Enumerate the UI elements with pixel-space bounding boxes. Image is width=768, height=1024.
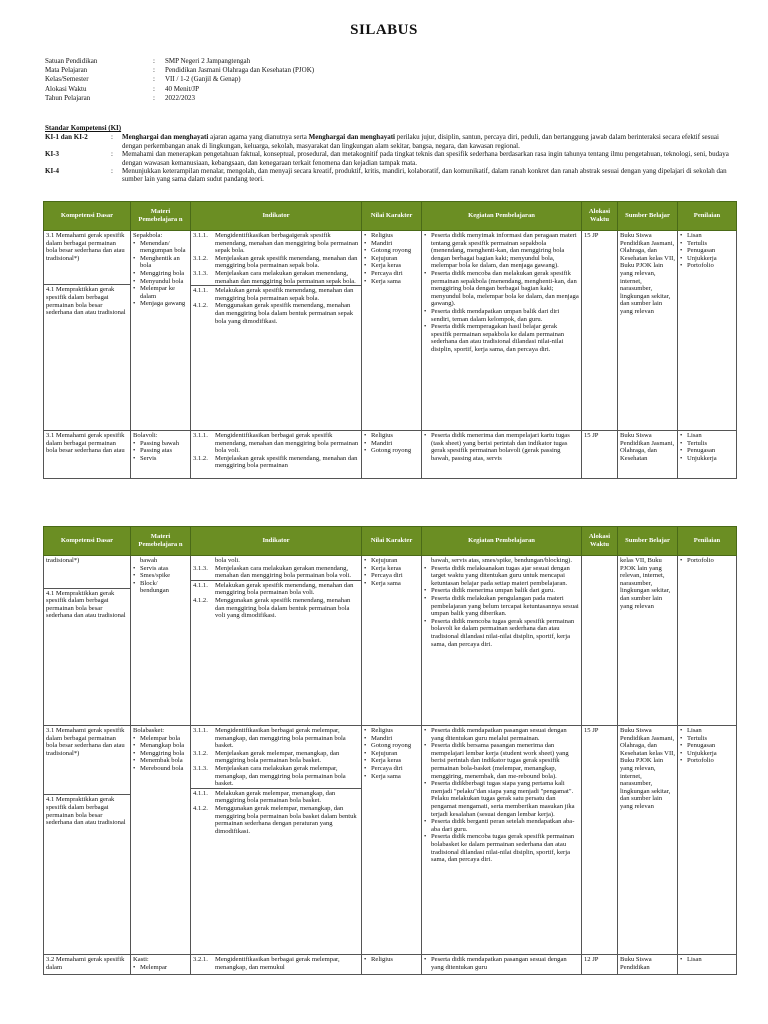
cell-penilaian: [678, 726, 737, 955]
cell-materi: [131, 955, 191, 975]
cell-nilai: [362, 955, 422, 975]
indikator-item: 3.1.1. Mengidentifikasikan berbagai gerak melempar, menangkap, dan menggiring bola permainan bola basket.: [193, 727, 346, 750]
header-penilaian: Penilaian: [678, 202, 737, 231]
list-item: • Gotong royong: [364, 447, 419, 455]
materi-list: [133, 565, 188, 595]
indikator-item: 4.1.1. Melakukan gerak spesifik menendang, menahan dan menggiring bola permainan sepak bola.: [193, 287, 354, 302]
kegiatan-list: [424, 565, 579, 649]
info-key: Satuan Pendidikan: [45, 57, 98, 65]
kegiatan-text: bawah, servis atas, smes/spike, bendungan/blocking).: [431, 557, 573, 564]
sk-heading: Standar Kompetensi (KI): [45, 124, 122, 132]
list-item: • Religius: [364, 727, 419, 735]
cell-nilai: [362, 431, 422, 479]
table-row: [44, 955, 737, 975]
list-item: • Religius: [364, 432, 419, 440]
cell-alokasi: 15 JP: [582, 726, 618, 955]
cell-sumber: Buku Siswa Pendidikan: [618, 955, 678, 975]
list-item: • Lisan: [680, 432, 734, 440]
cell-sumber: Buku Siswa Pendidikan Jasmani, Olahraga, dan Kesehatan kelas VII, Buku PJOK lain yang relevan, internet, narasumber, lingkungan sekitar, dan sumber lain yang relevan: [618, 231, 678, 431]
list-item: • Portofolio: [680, 757, 734, 765]
nilai-list: [364, 432, 419, 455]
indikator-item: 3.1.2. Menjelaskan gerak spesifik menendang, menahan dan menggiring bola permainan: [193, 454, 358, 470]
list-item: • Kejujuran: [364, 557, 419, 565]
materi-title: Bolavoli:: [133, 432, 158, 439]
cell-materi: [131, 726, 191, 955]
header-alokasi: Alokasi Waktu: [582, 527, 618, 556]
header-kd: Kompetensi Dasar: [44, 527, 131, 556]
cell-sumber: Buku Siswa Pendidikan Jasmani, Olahraga, dan Kesehatan: [618, 431, 678, 479]
list-item: • Menggiring bola: [133, 270, 188, 278]
cell-kegiatan: [422, 955, 582, 975]
sk-value: Menghargai dan menghayati ajaran agama yang dianutnya serta Menghargai dan menghayati perilaku jujur, disiplin, santun, percaya diri, peduli, dan bertanggung jawab dalam berinteraksi secara efektif sesuai dengan perkembangan anak di lingkungan, keluarga, sekolah, masyarakat dan lingkungan alam sekitar, bangsa, negara, dan kawasan regional.: [122, 133, 719, 150]
cell-indikator: [191, 955, 362, 975]
list-item: • Passing bawah: [133, 440, 188, 448]
list-item: • Menendan/ mengumpan bola: [133, 240, 188, 255]
cell-indikator: [191, 431, 362, 479]
list-item: • Melempar: [133, 964, 188, 972]
sk-key: KI-4: [45, 167, 59, 176]
info-key: Tahun Pelajaran: [45, 93, 91, 102]
cell-nilai: [362, 556, 422, 726]
cell-nilai: [362, 231, 422, 431]
list-item: • Percaya diri: [364, 270, 419, 278]
info-key: Alokasi Waktu: [45, 84, 87, 93]
list-item: • Kerja sama: [364, 580, 419, 588]
cell-penilaian: [678, 431, 737, 479]
list-item: • Block/ bendungan: [133, 580, 188, 595]
list-item: • Unjukkerja: [680, 255, 734, 263]
info-value: Pendidikan Jasmani Olahraga dan Kesehatan (PJOK): [165, 66, 315, 75]
sk-row: KI-3 : Memahami dan menerapkan pengetahuan faktual, konseptual, prosedural, dan metakognitif pada tingkat teknis dan spesifik sederhana berdasarkan rasa ingin tahunya tentang ilmu pengetahuan, teknologi, seni, budaya dengan wawasan kemanusiaan, kebangsaan, dan kenegaraan terkait fenomena dan kejadian tampak mata.: [45, 150, 735, 167]
header-penilaian: Penilaian: [678, 527, 737, 556]
cell-indikator: [191, 726, 362, 955]
list-item: • Kerja keras: [364, 757, 419, 765]
list-item: • Peserta didik mendapatkan pasangan sesuai dengan yang ditentukan guru melalui permainan.: [424, 727, 579, 742]
table-row: [44, 431, 737, 479]
list-item: • Penugasan: [680, 247, 734, 255]
indikator-item: 3.1.3. Menjelaskan cara melakukan gerakan menendang, menahan dan menggiring bola permainan bola voli.: [193, 564, 352, 580]
materi-list: [133, 440, 188, 463]
header-sumber: Sumber Belajar: [618, 527, 678, 556]
list-item: • Peserta didik menerima umpan balik dari guru.: [424, 587, 579, 595]
cell-kegiatan: [422, 431, 582, 479]
header-alokasi: Alokasi Waktu: [582, 202, 618, 231]
list-item: • Lisan: [680, 727, 734, 735]
cell-indikator: [191, 556, 362, 726]
kd-text: tradisional*): [46, 557, 80, 564]
list-item: • Kerja keras: [364, 262, 419, 270]
nilai-list: [364, 232, 419, 285]
cell-sumber: Buku Siswa Pendidikan Jasmani, Olahraga, dan Kesehatan kelas VII, Buku PJOK lain yang relevan, internet, narasumber, lingkungan sekitar, dan sumber lain yang relevan: [618, 726, 678, 955]
cell-sumber: kelas VII, Buku PJOK lain yang relevan, internet, narasumber, lingkungan sekitar, dan sumber lain yang relevan: [618, 556, 678, 726]
sk-value: Menunjukkan keterampilan menalar, mengolah, dan menyaji secara kreatif, produktif, kritis, mandiri, kolaboratif, dan komunikatif, dalam ranah konkret dan ranah abstrak sesuai dengan yang dipelajari di sekolah dan sumber lain yang sama dalam sudut pandang teori.: [122, 167, 727, 184]
table-header: [44, 202, 737, 231]
list-item: • Menyundul bola: [133, 278, 188, 286]
page-2: [0, 500, 768, 1024]
list-item: • Kerja keras: [364, 565, 419, 573]
kd-text: 4.1 Mempraktikkan gerak spesifik dalam berbagai permainan bola besar sederhana dan atau tradisional: [44, 794, 130, 826]
list-item: • Servis atas: [133, 565, 188, 573]
cell-kd: [44, 231, 131, 431]
indikator-item: 4.1.1. Melakukan gerak spesifik menendang, menahan dan menggiring bola permainan bola voli.: [193, 581, 354, 597]
list-item: • Kerja sama: [364, 773, 419, 781]
list-item: • Percaya diri: [364, 572, 419, 580]
info-value: 40 Menit/JP: [165, 84, 200, 93]
indikator-item: 3.1.2. Menjelaskan gerak melempar, menangkap, dan menggiring bola permainan bola basket.: [193, 749, 340, 765]
list-item: • Peserta didik berganti peran setelah mendapatkan aba-aba dari guru.: [424, 818, 579, 833]
kd-text: 4.1 Mempraktikkan gerak spesifik dalam berbagai permainan bola besar sederhana dan atau tradisional: [44, 588, 130, 620]
penilaian-list: [680, 432, 734, 462]
list-item: • Passing atas: [133, 447, 188, 455]
indikator-item: 3.1.1. Mengidentifikasikan berbagaigerak spesifik menendang, menahan dan menggiring bola permainan sepak bola.: [193, 232, 359, 255]
indikator-text: bola voli.: [215, 557, 240, 564]
list-item: • Lisan: [680, 232, 734, 240]
list-item: • Unjukkerja: [680, 750, 734, 758]
cell-penilaian: [678, 955, 737, 975]
kd-text: 3.1 Memahami gerak spesifik dalam berbagai permainan bola besar sederhana dan atau tradisional*): [46, 727, 125, 757]
cell-nilai: [362, 726, 422, 955]
indikator-item: 3.1.3. Menjelaskan cara melakukan gerakan menendang, menahan dan menggiring bola permainan sepak bola.: [193, 269, 356, 285]
header-kd: Kompetensi Dasar: [44, 202, 131, 231]
list-item: • Kejujuran: [364, 255, 419, 263]
list-item: • Kejujuran: [364, 750, 419, 758]
cell-kegiatan: [422, 556, 582, 726]
indikator-item: 4.1.1. Melakukan gerak melempar, menangkap, dan menggiring bola permainan bola basket.: [193, 789, 336, 805]
materi-title: Bolabasket:: [133, 727, 165, 734]
list-item: • Menjaga gawang: [133, 300, 188, 308]
info-row: Tahun Pelajaran : 2022/2023: [45, 93, 195, 102]
list-item: • Portofolio: [680, 557, 734, 565]
page-1: [0, 0, 768, 500]
cell-materi: [131, 431, 191, 479]
materi-list: [133, 964, 188, 972]
header-nilai: Nilai Karakter: [362, 527, 422, 556]
materi-list: [133, 240, 188, 308]
list-item: • Melempar ke dalam: [133, 285, 188, 300]
nilai-list: [364, 557, 419, 587]
table-row: [44, 231, 737, 431]
nilai-list: [364, 727, 419, 780]
list-item: • Menghentik an bola: [133, 255, 188, 270]
indikator-item: 3.1.2. Menjelaskan gerak spesifik menendang, menahan dan menggiring bola permainan sepak bola.: [193, 254, 358, 270]
table-header: [44, 527, 737, 556]
materi-list: [133, 735, 188, 773]
cell-alokasi: 15 JP: [582, 431, 618, 479]
page-title: SILABUS: [350, 22, 418, 38]
kegiatan-list: [424, 956, 579, 971]
info-value: 2022/2023: [165, 93, 195, 102]
kegiatan-list: [424, 727, 579, 864]
list-item: • Mandiri: [364, 735, 419, 743]
list-item: • Religius: [364, 232, 419, 240]
cell-kegiatan: [422, 231, 582, 431]
sk-key: KI-3: [45, 150, 59, 159]
list-item: • Peserta didikberbagi tugas siapa yang pertama kali menjadi "pelaku"dan siapa yang menjadi "pengamat". Pelaku melakukan tugas gerak satu persatu dan pengamat mengamati, serta memberikan masukan jika terjadi kesalahan (sesuai dengan lembar kerja).: [424, 780, 579, 818]
silabus-table: [43, 201, 737, 479]
list-item: • Penugasan: [680, 447, 734, 455]
header-materi: Materi Pemebelajara n: [131, 527, 191, 556]
list-item: • Gotong royong: [364, 247, 419, 255]
cell-kd: 3.1 Memahami gerak spesifik dalam berbagai permainan bola besar sederhana dan atau: [44, 431, 131, 479]
indikator-item: 3.2.1. Mengidentifikasikan berbagai gerak melempar, menangkap, dan memukul: [193, 956, 340, 971]
list-item: • Menggiring bola: [133, 750, 188, 758]
list-item: • Peserta didik mencoba tugas gerak spesifik permainan bolavoli ke dalam permainan sederhana dan atau tradisional dilandasi nilai-nilai disiplin, sportif, kerja sama, dan percaya diri.: [424, 618, 579, 648]
info-value: VII / 1-2 (Ganjil & Genap): [165, 75, 241, 84]
penilaian-list: [680, 557, 734, 565]
list-item: • Peserta didik memperagakan hasil belajar gerak spesifik permainan sepakbola ke dalam permainan sederhana dan atau tradisional dilandasi nilai-nilai disiplin, sportif, kerja sama, dan percaya diri.: [424, 323, 579, 353]
list-item: • Peserta didik mencoba dan melakukan gerak spesifik permainan sepakbola (menendang, menghenti-kan, dan menggiring bola dengan berbagai bagian kaki; menyundul bola, melempar bola ke dalam, dan menjaga gawang).: [424, 270, 579, 308]
header-indikator: Indikator: [191, 527, 362, 556]
materi-title: Sepakbola:: [133, 232, 163, 239]
materi-text: bawah: [140, 557, 158, 564]
cell-kd: 3.2 Memahami gerak spesifik dalam: [44, 955, 131, 975]
info-row: Alokasi Waktu : 40 Menit/JP: [45, 84, 200, 93]
sk-row: KI-1 dan KI-2 : Menghargai dan menghayati ajaran agama yang dianutnya serta Menghargai dan menghayati perilaku jujur, disiplin, santun, percaya diri, peduli, dan bertanggung jawab dalam berinteraksi secara efektif sesuai dengan perkembangan anak di lingkungan, keluarga, sekolah, masyarakat dan lingkungan alam sekitar, bangsa, negara, dan kawasan regional.: [45, 133, 735, 150]
cell-penilaian: [678, 231, 737, 431]
info-key: Mata Pelajaran: [45, 66, 88, 75]
list-item: • Tertulis: [680, 240, 734, 248]
list-item: • Peserta didik melakukan pengulangan pada materi pembelajaran yang belum tercapai ketuntasannya sesuai umpan balik yang diberikan.: [424, 595, 579, 618]
standar-kompetensi: [45, 124, 735, 184]
materi-title: Kasti:: [133, 956, 149, 963]
list-item: • Tertulis: [680, 440, 734, 448]
penilaian-list: [680, 232, 734, 270]
silabus-table: [43, 526, 737, 975]
kd-text: 3.1 Memahami gerak spesifik dalam berbagai permainan bola besar sederhana dan atau tradisional*): [46, 232, 125, 262]
info-row: Satuan Pendidikan : SMP Negeri 2 Jampangtengah: [45, 57, 251, 65]
list-item: • Mandiri: [364, 440, 419, 448]
table-row: [44, 556, 737, 726]
list-item: • Peserta didik menerima dan mempelajari kartu tugas (task sheet) yang berisi perintah dan indikator tugas gerak spesifik permainan bolavoli (gerak passing bawah, passing atas, servis: [424, 432, 579, 462]
info-row: Kelas/Semester : VII / 1-2 (Ganjil & Genap): [45, 75, 241, 84]
list-item: • Peserta didik mencoba tugas gerak spesifik permainan bolabasket ke dalam permainan sederhana dan atau tradisional dilandasi nilai-nilai disiplin, sportif, kerja sama, dan percaya diri.: [424, 833, 579, 863]
nilai-list: [364, 956, 419, 964]
list-item: • Gotong royong: [364, 742, 419, 750]
list-item: • Lisan: [680, 956, 734, 964]
sk-key: KI-1 dan KI-2: [45, 133, 88, 142]
cell-kegiatan: [422, 726, 582, 955]
kegiatan-list: [424, 232, 579, 354]
list-item: • Peserta didik melaksanakan tugas ajar sesuai dengan target waktu yang ditentukan guru untuk mencapai ketuntasan belajar pada setiap materi pembelajaran.: [424, 565, 579, 588]
indikator-item: 3.1.1. Mengidentifikasikan berbagai gerak spesifik menendang, menahan dan menggiring bola permainan bola voli.: [193, 432, 359, 455]
list-item: • Smes/spike: [133, 572, 188, 580]
indikator-item: 4.1.2. Menggunakan gerak spesifik menendang, menahan dan menggiring bola dalam bentuk permainan sepak bola yang dimodifikasi.: [193, 302, 354, 325]
indikator-item: 4.1.2. Menggunakan gerak melempar, menangkap, dan menggiring bola permainan bola basket dalam bentuk permainan sederhana dengan peraturan yang dimodifikasi.: [193, 804, 357, 835]
kd-text: 4.1 Mempraktikkan gerak spesifik dalam berbagai permainan bola besar sederhana dan atau tradisional: [44, 284, 130, 316]
list-item: • Peserta didik mendapatkan pasangan sesuai dengan yang ditentukan guru: [424, 956, 579, 971]
document-info: [45, 57, 314, 103]
list-item: • Unjukkerja: [680, 455, 734, 463]
cell-kd: [44, 556, 131, 726]
list-item: • Merebound bola: [133, 765, 188, 773]
cell-kd: [44, 726, 131, 955]
cell-materi: [131, 556, 191, 726]
list-item: • Menangkap bola: [133, 742, 188, 750]
list-item: • Penugasan: [680, 742, 734, 750]
list-item: • Religius: [364, 956, 419, 964]
list-item: • Percaya diri: [364, 765, 419, 773]
cell-alokasi: [582, 556, 618, 726]
indikator-item: 3.1.3. Menjelaskan cara melakukan gerak melempar, menangkap, dan menggiring bola permainan bola basket.: [193, 764, 346, 788]
list-item: • Peserta didik menyimak informasi dan peragaan materi tentang gerak spesifik permainan sepakbola (menendang, menghenti-kan, dan menggiring bola dengan berbagai bagian kaki; menyundul bola, melempar bola ke dalam, dan menjaga gawang).: [424, 232, 579, 270]
list-item: • Portofolio: [680, 262, 734, 270]
info-row: Mata Pelajaran : Pendidikan Jasmani Olahraga dan Kesehatan (PJOK): [45, 66, 315, 75]
list-item: • Servis: [133, 455, 188, 463]
info-value: SMP Negeri 2 Jampangtengah: [165, 57, 251, 65]
header-materi: Materi Pemebelajara n: [131, 202, 191, 231]
header-kegiatan: Kegiatan Pembelajaran: [422, 202, 582, 231]
header-kegiatan: Kegiatan Pembelajaran: [422, 527, 582, 556]
list-item: • Mandiri: [364, 240, 419, 248]
cell-materi: [131, 231, 191, 431]
penilaian-list: [680, 727, 734, 765]
cell-penilaian: [678, 556, 737, 726]
cell-indikator: [191, 231, 362, 431]
list-item: • Tertulis: [680, 735, 734, 743]
list-item: • Peserta didik mendapatkan umpan balik dari diri sendiri, teman dalam kelompok, dan guru.: [424, 308, 579, 323]
header-indikator: Indikator: [191, 202, 362, 231]
header-nilai: Nilai Karakter: [362, 202, 422, 231]
table-row: [44, 726, 737, 955]
info-key: Kelas/Semester: [45, 75, 89, 84]
cell-alokasi: 12 JP: [582, 955, 618, 975]
list-item: • Peserta didik bersama pasangan menerima dan mempelajari lembar kerja (student work sheet) yang berisi perintah dan indikator tugas gerak spesifik permainan bola-basket (melempar, menangkap, menggiring, menembak, dan me-rebound bola).: [424, 742, 579, 780]
cell-alokasi: 15 JP: [582, 231, 618, 431]
sk-value: Memahami dan menerapkan pengetahuan faktual, konseptual, prosedural, dan metakognitif pada tingkat teknis dan spesifik sederhana berdasarkan rasa ingin tahunya tentang ilmu pengetahuan, teknologi, seni, budaya dengan wawasan kemanusiaan, kebangsaan, dan kenegaraan terkait fenomena dan kejadian tampak mata.: [122, 150, 729, 167]
list-item: • Melempar bola: [133, 735, 188, 743]
header-sumber: Sumber Belajar: [618, 202, 678, 231]
list-item: • Menembak bola: [133, 757, 188, 765]
penilaian-list: [680, 956, 734, 964]
sk-row: KI-4 : Menunjukkan keterampilan menalar, mengolah, dan menyaji secara kreatif, produktif, kritis, mandiri, kolaboratif, dan komunikatif, dalam ranah konkret dan ranah abstrak sesuai dengan yang dipelajari di sekolah dan sumber lain yang sama dalam sudut pandang teori.: [45, 167, 735, 184]
indikator-item: 4.1.2. Menggunakan gerak spesifik menendang, menahan dan menggiring bola dalam bentuk permainan bola voli yang dimodifikasi.: [193, 596, 351, 620]
kegiatan-list: [424, 432, 579, 462]
list-item: • Kerja sama: [364, 278, 419, 286]
